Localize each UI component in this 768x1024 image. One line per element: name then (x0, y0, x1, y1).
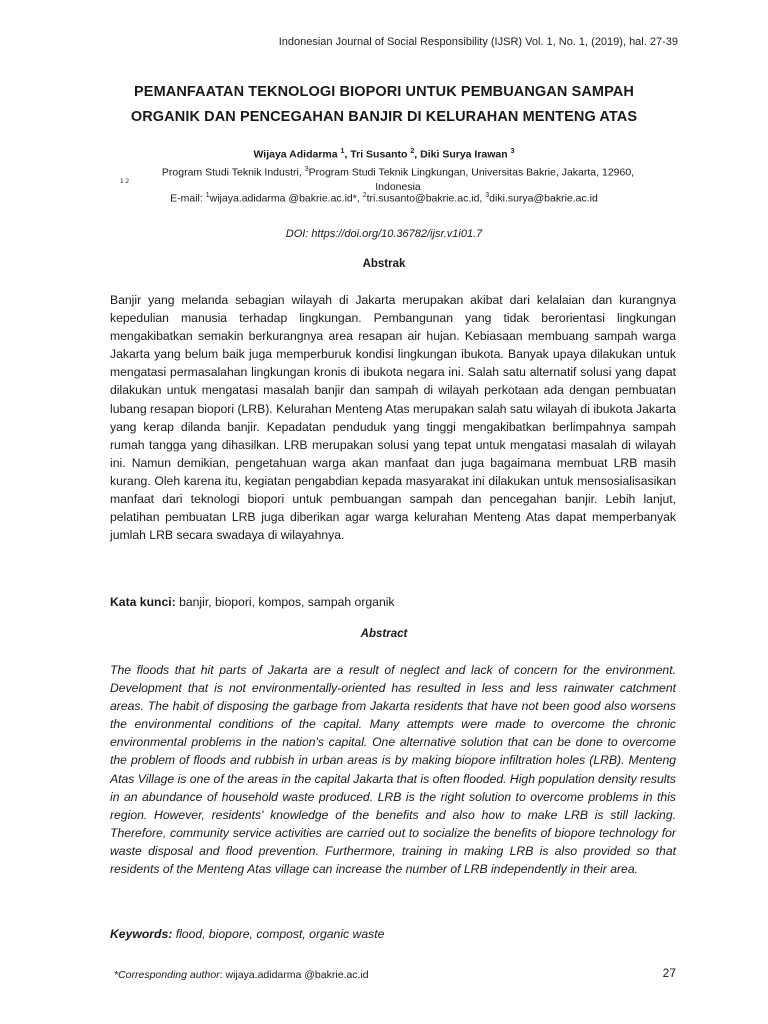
email-link[interactable]: tri.susanto@bakrie.ac.id, (366, 192, 483, 205)
kata-kunci (110, 595, 395, 609)
email-link[interactable]: wijaya.adidarma @bakrie.ac.id*, (209, 192, 360, 205)
journal-header: Indonesian Journal of Social Responsibility (IJSR) Vol. 1, No. 1, (2019), hal. 27-39 (278, 36, 678, 48)
corresponding-author-email: : wijaya.adidarma @bakrie.ac.id (219, 969, 369, 981)
email-sup: 3 (485, 192, 490, 199)
abstract-heading: Abstract (360, 628, 408, 640)
affiliation (128, 163, 668, 194)
abstrak-heading: Abstrak (362, 258, 406, 270)
email-link[interactable]: diki.surya@bakrie.ac.id (489, 192, 598, 205)
paper-title (0, 80, 768, 130)
author-name: Diki Surya Irawan (420, 148, 508, 161)
email-sup: 1 (205, 192, 210, 199)
paper-title-line-1: PEMANFAATAN TEKNOLOGI BIOPORI UNTUK PEMBUANGAN SAMPAH (134, 84, 634, 100)
kata-kunci-value: banjir, biopori, kompos, sampah organik (179, 595, 395, 609)
page-number: 27 (662, 966, 676, 980)
affiliation-marker: 1 2 (120, 178, 130, 185)
corresponding-author-note (114, 969, 369, 981)
email-sup: 2 (362, 192, 367, 199)
abstract-body: The floods that hit parts of Jakarta are a result of neglect and lack of concern for the environment. Development that is not environmentally-oriented has resulted in less and less rainwater catchment areas. The habit of disposing the garbage from Jakarta residents that have not been good also worsens the environmental conditions of the capital. Many attempts were made to overcome the chronic environmental problems in the nation's capital. One alternative solution that can be done to overcome the problem of floods and rubbish in urban areas is by making biopore infiltration holes (LRB). Menteng Atas Village is one of the areas in the capital Jakarta that is often flooded. High population density results in an abundance of household waste produced. LRB is the right solution to overcome problems in this region. However, residents' knowledge of the benefits and also how to make LRB is still lacking. Therefore, community service activities are carried out to socialize the benefits of biopore technology for waste disposal and flood prevention. Furthermore, training in making LRB is also provided so that residents of the Menteng Atas village can increase the number of LRB independently in their area. (110, 663, 676, 877)
affiliation-sup: 3 (304, 166, 309, 173)
keywords (110, 927, 384, 941)
author-affiliation-marker: 2 (410, 148, 415, 155)
doi-link[interactable]: DOI: https://doi.org/10.36782/ijsr.v1i01.7 (285, 228, 483, 240)
abstrak-body: Banjir yang melanda sebagian wilayah di Jakarta merupakan akibat dari kelalaian dan kurangnya kepedulian manusia terhadap lingkungan. Pembangunan yang tidak berorientasi lingkungan mengakibatkan semakin berkurangnya area resapan air hujan. Kebiasaan membuang sampah warga Jakarta yang belum baik juga memperburuk kondisi lingkungan ibukota. Banyak upaya dilakukan untuk mengatasi permasalahan lingkungan kronis di ibukota negara ini. Salah satu alternatif solusi yang dapat dilakukan untuk mengatasi masalah banjir dan sampah di wilayah perkotaan ada dengan pembuatan lubang resapan biopori (LRB). Kelurahan Menteng Atas merupakan salah satu wilayah di ibukota Jakarta yang kerap dilanda banjir. Kepadatan penduduk yang tinggi mengakibatkan berlimpahnya sampah rumah tangga yang dihasilkan. LRB merupakan solusi yang tepat untuk mengatasi masalah di wilayah ini. Namun demikian, pengetahuan warga akan manfaat dan juga bagaimana membuat LRB masih kurang. Oleh karena itu, kegiatan pengabdian kepada masyarakat ini dilakukan untuk mensosialisasikan manfaat dari teknologi biopori untuk pembuangan sampah dan pencegahan banjir. Lebih lanjut, pelatihan pembuatan LRB juga diberikan agar warga kelurahan Menteng Atas dapat memperbanyak jumlah LRB secara swadaya di wilayahnya. (110, 293, 676, 543)
email-prefix: E-mail: (170, 192, 203, 205)
affiliation-line-1 (128, 163, 668, 180)
email-list (0, 192, 768, 205)
author-list: Wijaya Adidarma $^1$, Tri Susanto $^2$, Diki Surya Irawan $^3$ (253, 148, 515, 161)
corresponding-author-label: *Corresponding author (114, 969, 220, 981)
paper-title-line-2: ORGANIK DAN PENCEGAHAN BANJIR DI KELURAHAN MENTENG ATAS (130, 109, 638, 125)
kata-kunci-label: Kata kunci: (110, 595, 176, 609)
affiliation-part: Program Studi Teknik Lingkungan, Universitas Bakrie, Jakarta, 12960, (308, 166, 635, 179)
keywords-value: flood, biopore, compost, organic waste (175, 927, 385, 941)
keywords-label: Keywords: (110, 927, 173, 941)
author-name: Tri Susanto (350, 148, 408, 161)
affiliation-part: Program Studi Teknik Industri, (161, 166, 302, 179)
author-affiliation-marker: 1 (340, 148, 345, 155)
affiliation-line-2: Indonesia (375, 180, 421, 193)
author-name: Wijaya Adidarma (253, 148, 338, 161)
author-affiliation-marker: 3 (510, 148, 515, 155)
